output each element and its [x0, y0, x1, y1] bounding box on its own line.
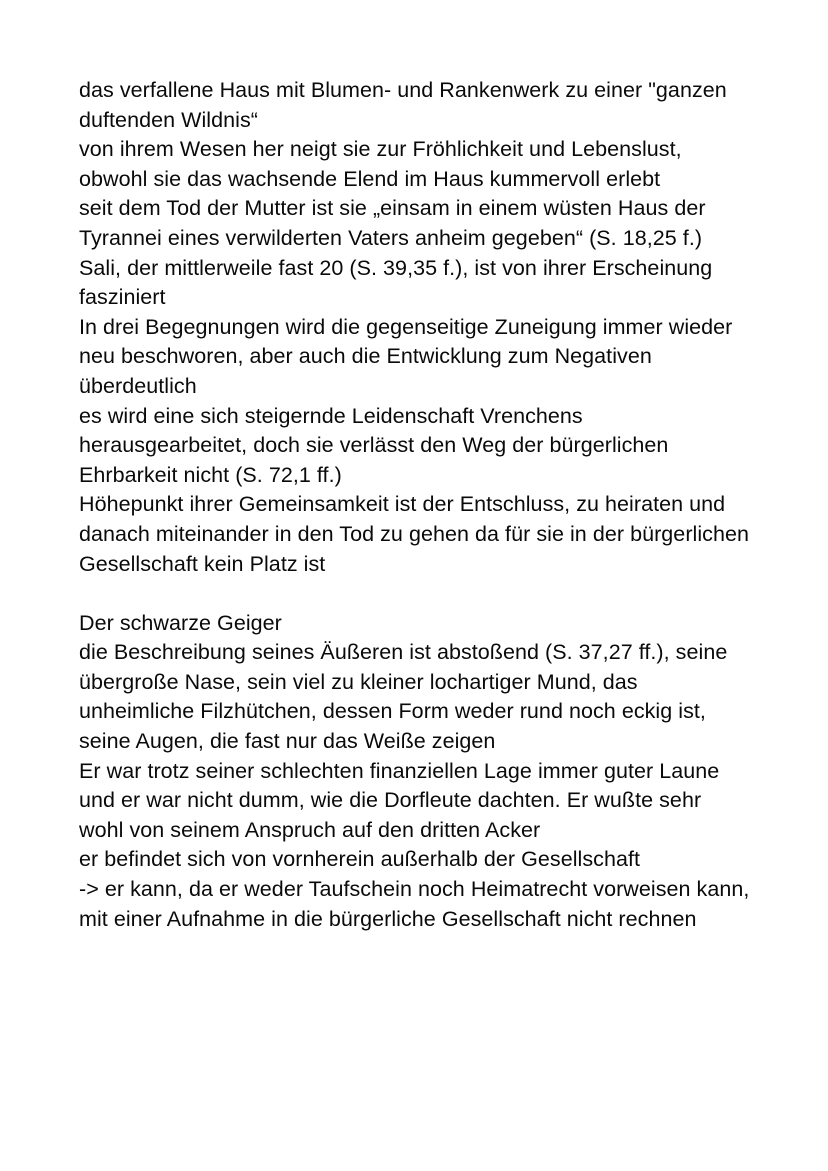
- paragraph: -> er kann, da er weder Taufschein noch Heimatrecht vorweisen kann, mit einer Aufnahme in die bürgerliche Gesellschaft nicht rechnen: [79, 877, 750, 931]
- paragraph: In drei Begegnungen wird die gegenseitige Zuneigung immer wieder neu beschworen, aber auch die Entwicklung zum Negativen überdeutlich: [79, 314, 733, 398]
- blank-line: [79, 579, 750, 609]
- section-heading: Der schwarze Geiger: [79, 610, 282, 635]
- paragraph: seit dem Tod der Mutter ist sie „einsam in einem wüsten Haus der Tyrannei eines verwilderten Vaters anheim gegeben“ (S. 18,25 f.): [79, 196, 706, 250]
- paragraph: von ihrem Wesen her neigt sie zur Fröhlichkeit und Lebenslust, obwohl sie das wachsende Elend im Haus kummervoll erlebt: [79, 137, 682, 191]
- paragraph: die Beschreibung seines Äußeren ist abstoßend (S. 37,27 ff.), seine übergroße Nase, sein viel zu kleiner lochartiger Mund, das unheimliche Filzhütchen, dessen Form weder rund noch eckig ist, seine Augen, die fast nur das Weiße zeigen: [79, 640, 728, 754]
- paragraph: Er war trotz seiner schlechten finanziellen Lage immer guter Laune und er war nicht dumm, wie die Dorfleute dachten. Er wußte sehr wohl von seinem Anspruch auf den dritten Acker: [79, 758, 720, 842]
- paragraph: das verfallene Haus mit Blumen- und Rankenwerk zu einer "ganzen duftenden Wildnis“: [79, 78, 727, 132]
- paragraph: Höhepunkt ihrer Gemeinsamkeit ist der Entschluss, zu heiraten und danach miteinander in den Tod zu gehen da für sie in der bürgerlichen Gesellschaft kein Platz ist: [79, 492, 750, 576]
- document-text-body: [79, 76, 750, 934]
- paragraph: er befindet sich von vornherein außerhalb der Gesellschaft: [79, 847, 641, 872]
- paragraph: Sali, der mittlerweile fast 20 (S. 39,35 f.), ist von ihrer Erscheinung fasziniert: [79, 255, 713, 310]
- paragraph: es wird eine sich steigernde Leidenschaft Vrenchens herausgearbeitet, doch sie verlässt den Weg der bürgerlichen Ehrbarkeit nicht (S. 72,1 ff.): [79, 403, 669, 487]
